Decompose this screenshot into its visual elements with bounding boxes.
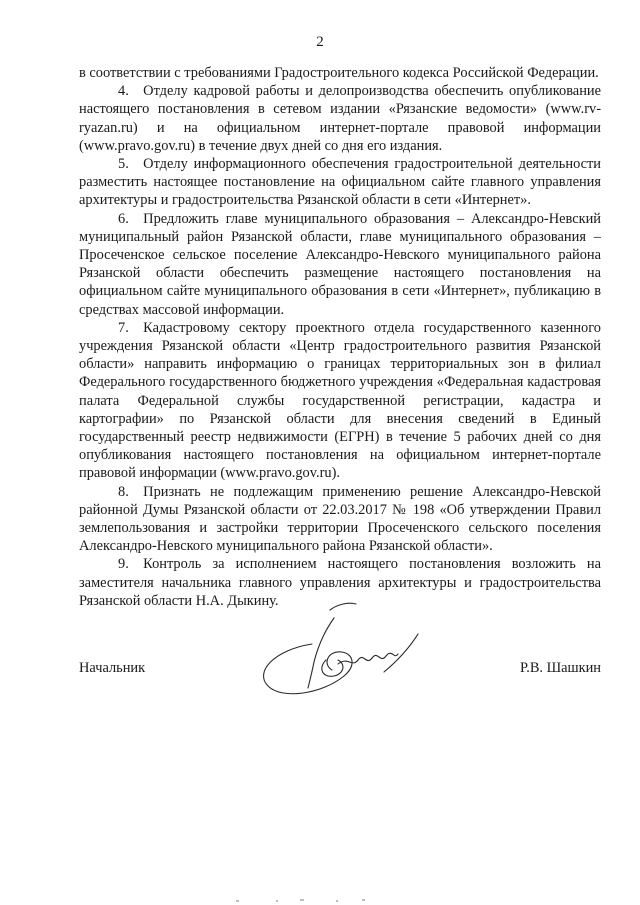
- document-body: [79, 64, 601, 610]
- signer-title: Начальник: [79, 660, 146, 676]
- signature-row: [79, 660, 601, 684]
- paragraph-item-7: 7. Кадастровому сектору проектного отдела государственного казенного учреждения Рязанской области «Центр градостроительного развития Рязанской области» направить информацию о границах территориальных зон в филиал Федерального государственного бюджетного учреждения «Федеральная кадастровая палата Федеральной службы государственной регистрации, кадастра и картографии» по Рязанской области для внесения сведений в Единый государственный реестр недвижимости (ЕГРН) в течение 5 рабочих дней со дня опубликования настоящего постановления на официальном интернет-портале правовой информации (www.pravo.gov.ru).: [79, 319, 601, 482]
- paragraph-item-4: 4. Отделу кадровой работы и делопроизводства обеспечить опубликование настоящего постановления в сетевом издании «Рязанские ведомости» (www.rv-ryazan.ru) и на официальном интернет-портале правовой информации (www.pravo.gov.ru) в течение двух дней со дня его издания.: [79, 83, 601, 154]
- paragraph-item-8: 8. Признать не подлежащим применению решение Александро-Невской районной Думы Рязанской области от 22.03.2017 № 198 «Об утверждении Правил землепользования и застройки территории Просеченского сельского поселения Александро-Невского муниципального района Рязанской области».: [79, 483, 601, 555]
- signer-name: Р.В. Шашкин: [520, 660, 601, 676]
- paragraph-item-6: 6. Предложить главе муниципального образования – Александро-Невский муниципальный район Рязанской области, главе муниципального образования – Просеченское сельское поселение Александро-Невского муниципального района Рязанской области обеспечить размещение настоящего постановления на официальном сайте муниципального образования в сети «Интернет», публикацию в средствах массовой информации.: [79, 210, 601, 318]
- paragraph-item-9: 9. Контроль за исполнением настоящего постановления возложить на заместителя начальника главного управления архитектуры и градостроительства Рязанской области Н.А. Дыкину.: [79, 556, 601, 609]
- paragraph-continuation: в соответствии с требованиями Градостроительного кодекса Российской Федерации.: [79, 65, 599, 81]
- scan-specks: [0, 895, 640, 905]
- handwritten-signature: [252, 580, 422, 710]
- paragraph-item-5: 5. Отделу информационного обеспечения градостроительной деятельности разместить настоящее постановление на официальном сайте главного управления архитектуры и градостроительства Рязанской области в сети «Интернет».: [79, 156, 601, 209]
- page-number: 2: [316, 34, 324, 50]
